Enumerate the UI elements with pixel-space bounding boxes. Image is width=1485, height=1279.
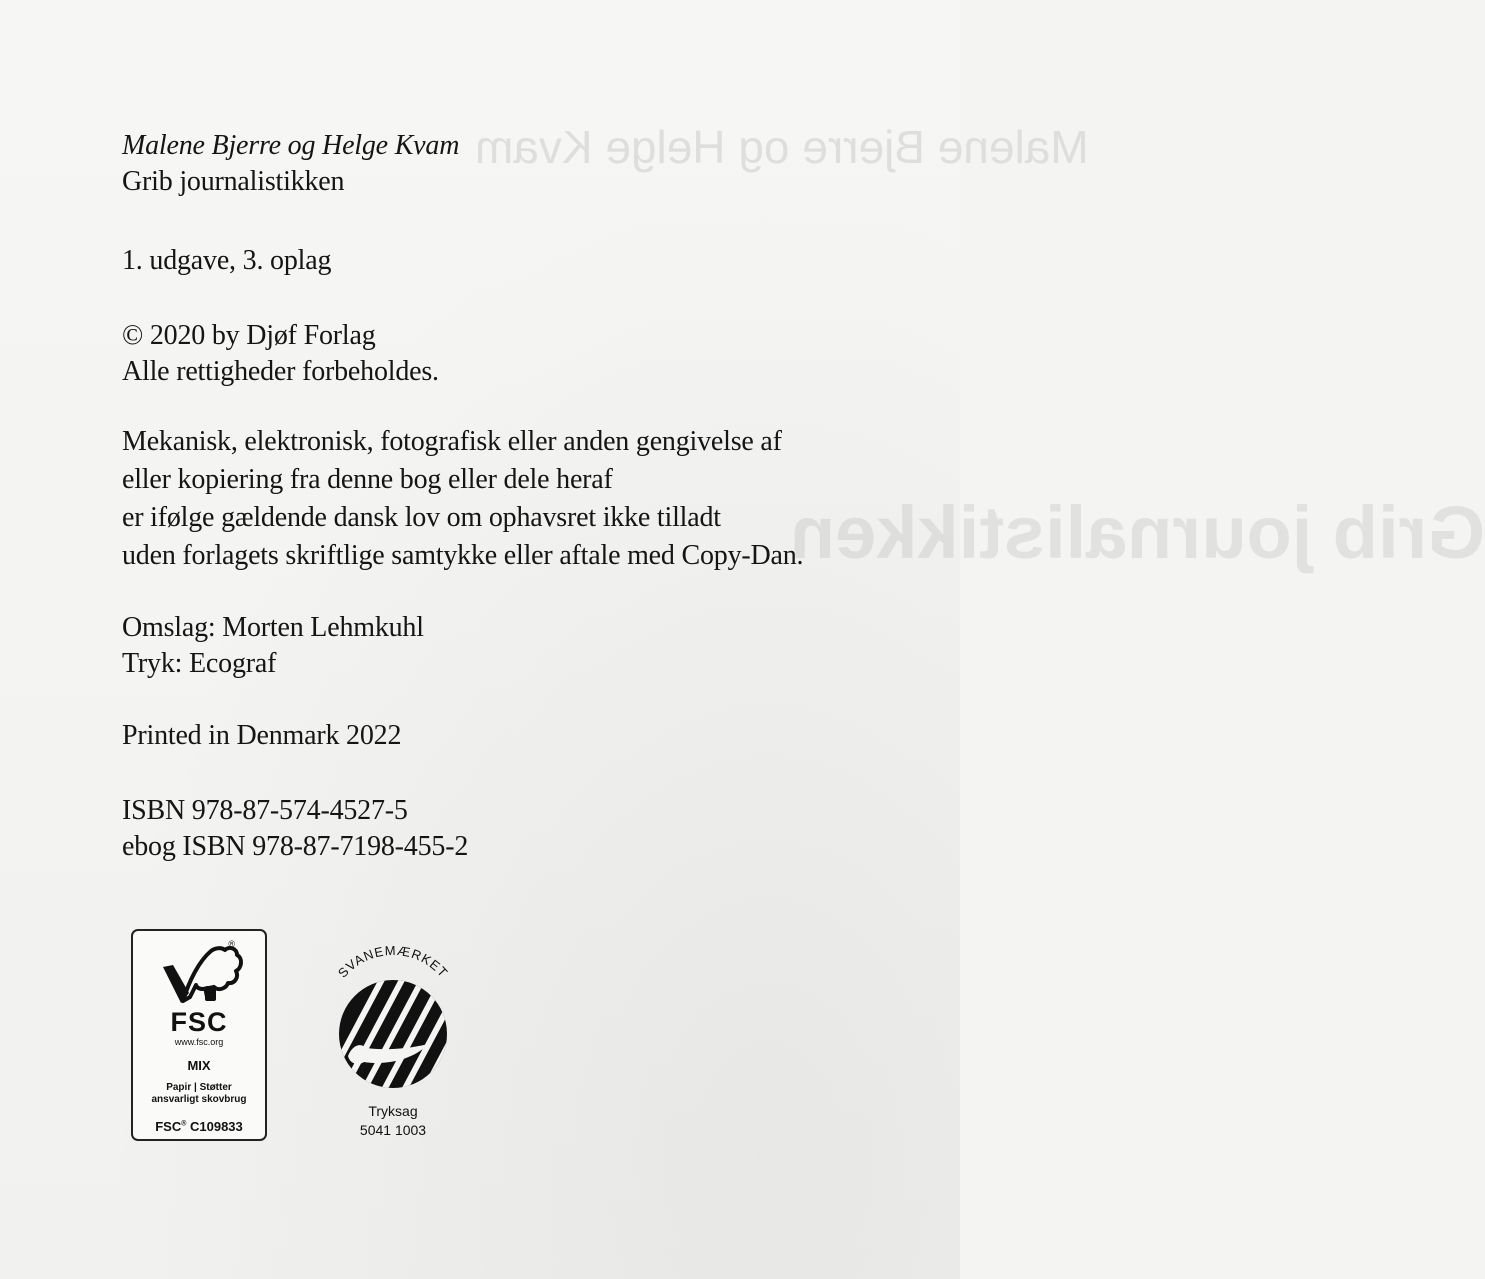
fsc-logo — [131, 929, 267, 1141]
fsc-mix-label: MIX — [187, 1058, 211, 1073]
printed-in: Printed in Denmark 2022 — [122, 720, 402, 751]
authors: Malene Bjerre og Helge Kvam — [122, 130, 460, 161]
swan-arc-text: SVANEMÆRKET — [334, 942, 452, 981]
fsc-description-line: Papir | Støtter — [166, 1082, 232, 1093]
isbn: ISBN 978-87-574-4527-5 — [122, 795, 408, 826]
bleed-through-authors: Malene Bjerre og Helge Kvam — [475, 121, 1089, 173]
fsc-description — [133, 1082, 265, 1106]
cover-credit: Omslag: Morten Lehmkuhl — [122, 612, 424, 643]
fsc-word: FSC — [170, 1007, 228, 1037]
credits-block — [122, 610, 424, 682]
fsc-code-prefix: FSC — [155, 1119, 182, 1134]
swan-logo — [318, 938, 468, 1143]
isbn-block — [122, 793, 468, 865]
print-credit: Tryk: Ecograf — [122, 648, 277, 679]
nordic-swan-icon — [318, 938, 468, 1098]
svg-text:SVANEMÆRKET — [335, 943, 451, 981]
legal-line: eller kopiering fra denne bog eller dele heraf — [122, 464, 613, 495]
title-block — [122, 128, 459, 200]
legal-notice — [122, 423, 803, 575]
printed-in-block — [122, 718, 401, 754]
fsc-code-mark: ® — [181, 1120, 187, 1128]
fsc-license-code — [133, 1119, 265, 1134]
legal-line: er ifølge gældende dansk lov om ophavsret ikke tilladt — [122, 502, 721, 533]
bleed-through-title: Grib journalistikken — [790, 491, 1485, 574]
legal-line: Mekanisk, elektronisk, fotografisk eller anden gengivelse af — [122, 426, 782, 457]
edition-block — [122, 243, 331, 279]
fsc-url: www.fsc.org — [174, 1037, 224, 1047]
legal-line: uden forlagets skriftlige samtykke eller aftale med Copy-Dan. — [122, 540, 804, 571]
swan-subtitle: Tryksag — [368, 1103, 418, 1119]
fsc-description-line: ansvarligt skovbrug — [151, 1094, 247, 1105]
fsc-code-number: C109833 — [190, 1119, 243, 1134]
edition: 1. udgave, 3. oplag — [122, 245, 332, 276]
rights-reserved: Alle rettigheder forbeholdes. — [122, 356, 439, 387]
fsc-tree-checkmark-icon — [159, 941, 243, 1013]
copyright: © 2020 by Djøf Forlag — [122, 320, 376, 351]
swan-license-number: 5041 1003 — [359, 1122, 427, 1138]
ebook-isbn: ebog ISBN 978-87-7198-455-2 — [122, 831, 469, 862]
book-title: Grib journalistikken — [122, 166, 345, 197]
fsc-registered-mark: ® — [228, 939, 235, 949]
copyright-block — [122, 318, 439, 390]
